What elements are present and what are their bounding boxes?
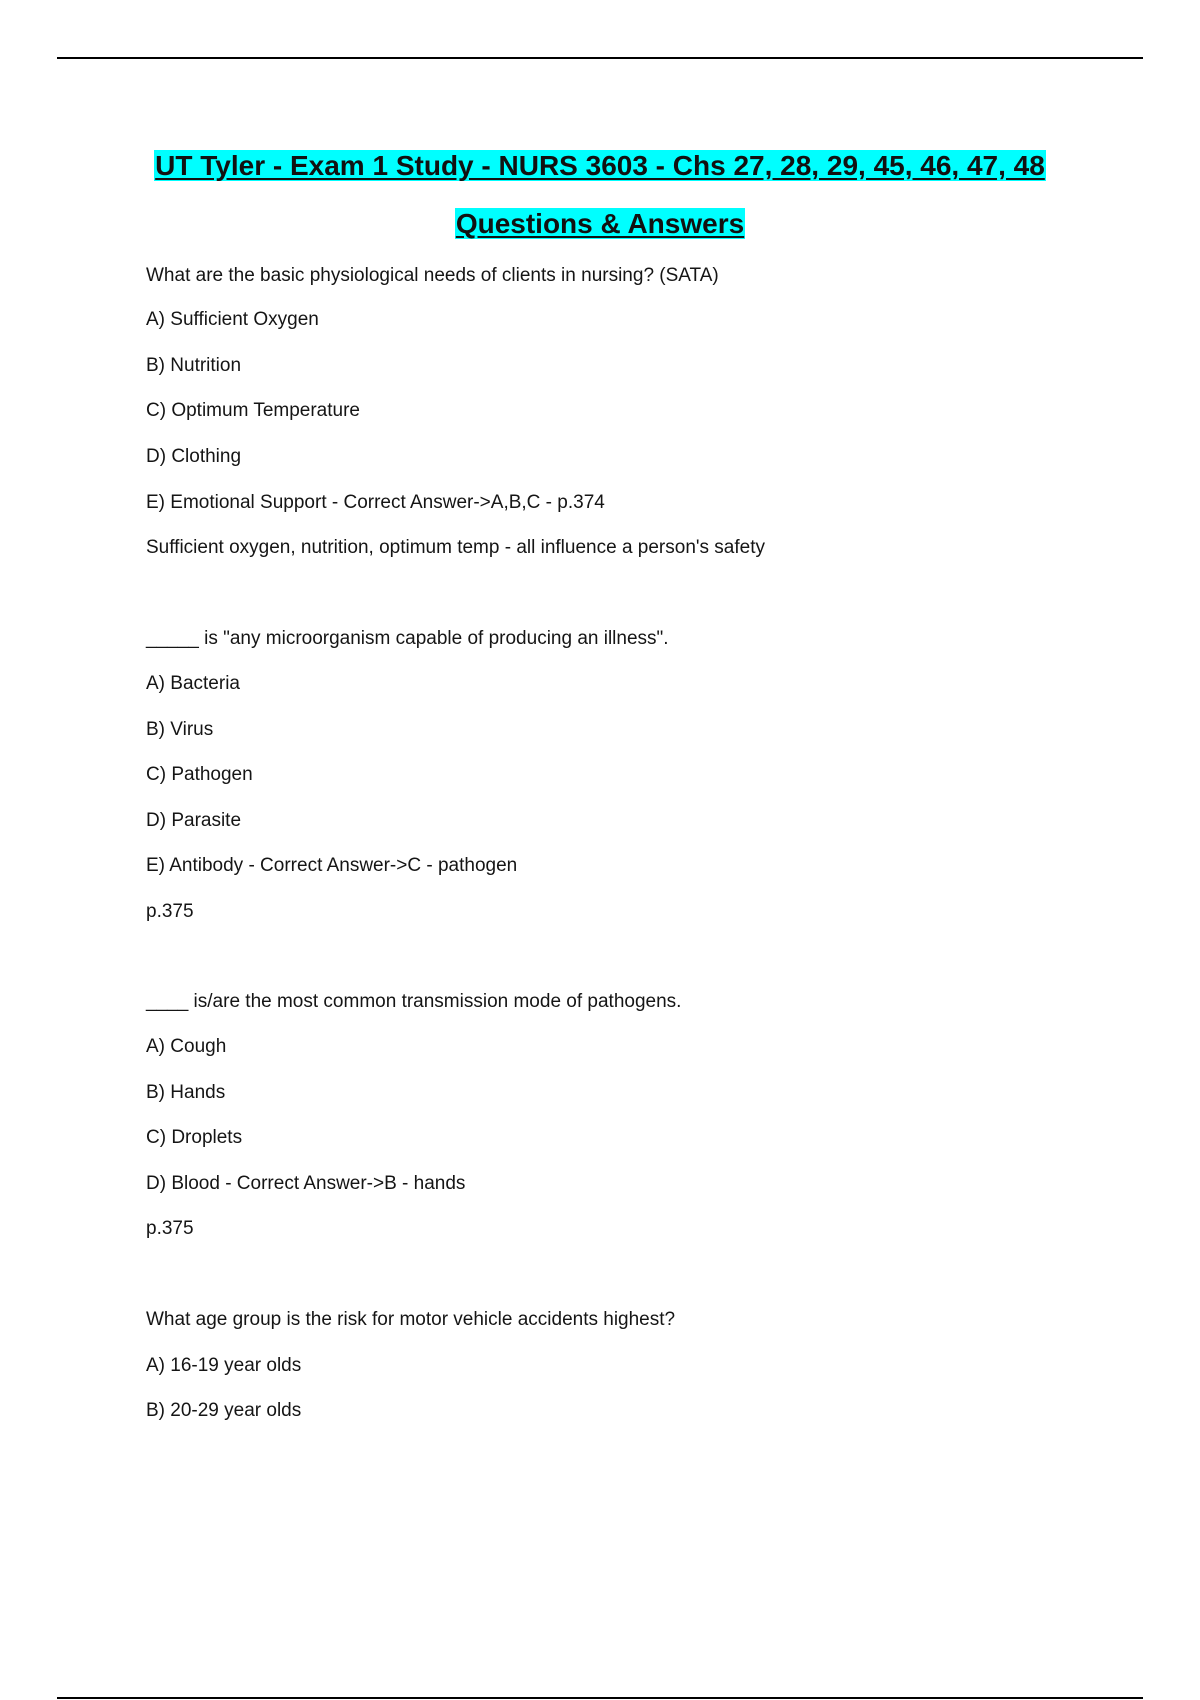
question-2-option-e-answer: E) Antibody - Correct Answer->C - pathogen: [146, 855, 518, 876]
question-1-option-d: D) Clothing: [146, 446, 242, 467]
question-3-option-d-answer: D) Blood - Correct Answer->B - hands: [146, 1173, 466, 1194]
question-1-option-e-answer: E) Emotional Support - Correct Answer->A,B,C - p.374: [146, 492, 605, 513]
question-3-option-a: A) Cough: [146, 1036, 227, 1057]
question-2-option-c: C) Pathogen: [146, 764, 253, 785]
question-4-option-a: A) 16-19 year olds: [146, 1355, 302, 1376]
document-subtitle: [0, 204, 1200, 244]
question-2-option-a: A) Bacteria: [146, 673, 240, 694]
question-1-option-c: C) Optimum Temperature: [146, 400, 360, 421]
question-3-option-b: B) Hands: [146, 1082, 226, 1103]
question-2-option-b: B) Virus: [146, 719, 214, 740]
question-3-prompt: ____ is/are the most common transmission mode of pathogens.: [146, 991, 682, 1012]
question-1-prompt: What are the basic physiological needs of clients in nursing? (SATA): [146, 265, 719, 286]
question-1-option-b: B) Nutrition: [146, 355, 242, 376]
top-rule: [57, 57, 1143, 59]
question-3-note: p.375: [146, 1218, 194, 1239]
document-title-text: UT Tyler - Exam 1 Study - NURS 3603 - Chs 27, 28, 29, 45, 46, 47, 48: [155, 150, 1045, 181]
question-2-prompt: _____ is "any microorganism capable of producing an illness".: [146, 628, 669, 649]
document-title: [0, 146, 1200, 186]
question-4-prompt: What age group is the risk for motor vehicle accidents highest?: [146, 1309, 676, 1330]
question-1-note: Sufficient oxygen, nutrition, optimum temp - all influence a person's safety: [146, 537, 765, 558]
question-2-option-d: D) Parasite: [146, 810, 242, 831]
question-4-option-b: B) 20-29 year olds: [146, 1400, 302, 1421]
question-1-option-a: A) Sufficient Oxygen: [146, 309, 319, 330]
bottom-rule: [57, 1697, 1143, 1699]
question-2-note: p.375: [146, 901, 194, 922]
question-3-option-c: C) Droplets: [146, 1127, 243, 1148]
document-subtitle-text: Questions & Answers: [455, 208, 745, 239]
